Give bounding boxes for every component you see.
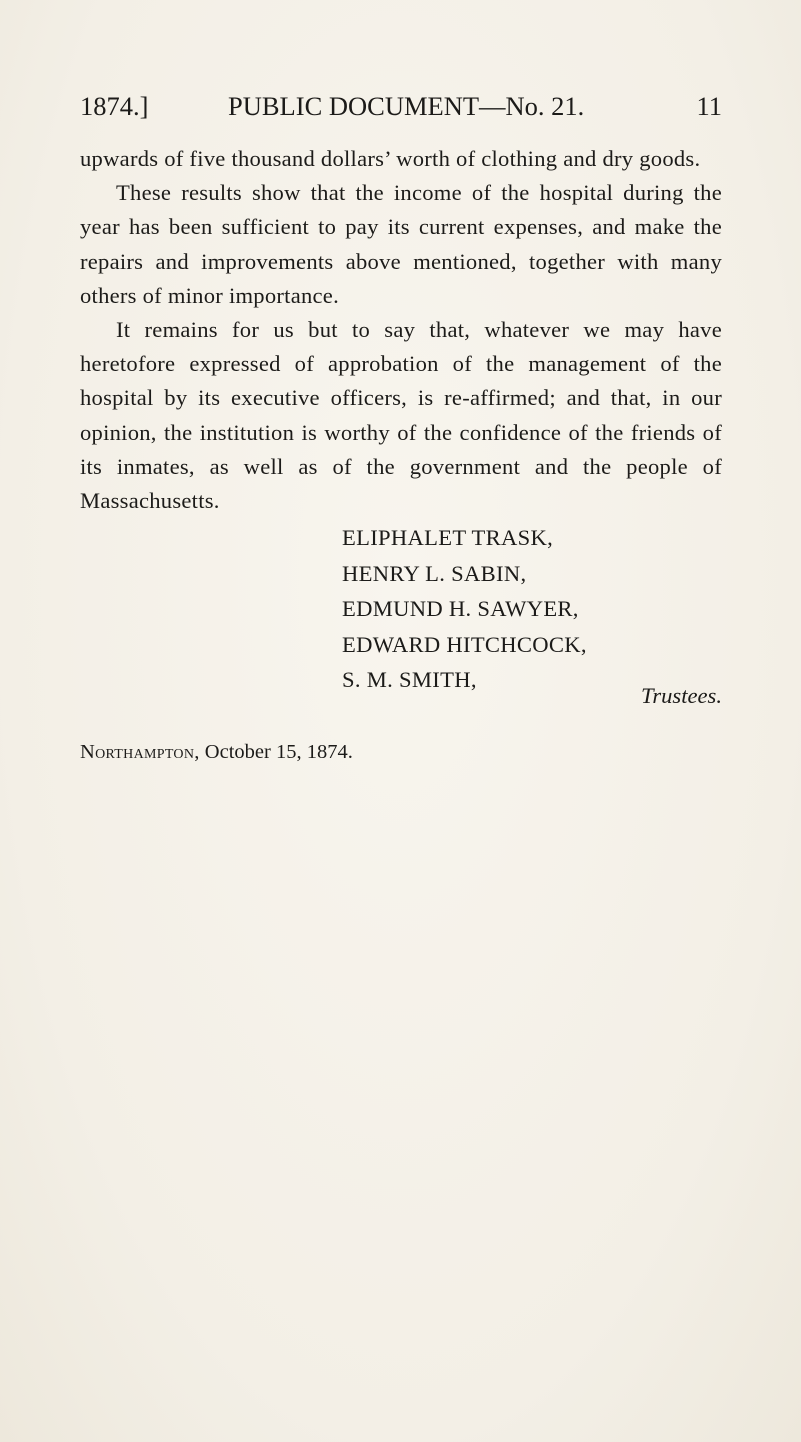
signature-name: EDWARD HITCHCOCK, xyxy=(342,631,587,657)
signature-name: HENRY L. SABIN, xyxy=(342,560,527,586)
paragraph-continuation: upwards of five thousand dollars’ worth of clothing and dry goods. xyxy=(80,146,701,171)
header-year: 1874.] xyxy=(80,91,149,121)
dateline-place: Northampton, xyxy=(80,741,200,763)
signature-name: S. M. SMITH, xyxy=(342,667,477,693)
signature-name: ELIPHALET TRASK, xyxy=(342,525,554,550)
dateline xyxy=(80,736,353,768)
page-header xyxy=(80,88,722,124)
body-text xyxy=(80,142,722,518)
signature-role: Trustees. xyxy=(641,683,722,708)
signature-block xyxy=(342,520,722,698)
paragraph-conclusion: It remains for us but to say that, whatever we may have heretofore expressed of approbation of the management of the hospital by its executive officers, is re-affirmed; and that, in our opinion, the institution is worthy of the confidence of the friends of its inmates, as well as of the government and the people of Massachusetts. xyxy=(80,317,722,514)
header-title: PUBLIC DOCUMENT—No. 21. xyxy=(228,91,585,121)
paragraph-results: These results show that the income of the hospital during the year has been sufficient to pay its current expenses, and make the repairs and improvements above mentioned, together with many others of minor importance. xyxy=(80,180,722,308)
page-number: 11 xyxy=(696,91,722,121)
dateline-date: October 15, 1874. xyxy=(204,741,353,763)
signature-name: EDMUND H. SAWYER, xyxy=(342,596,579,622)
